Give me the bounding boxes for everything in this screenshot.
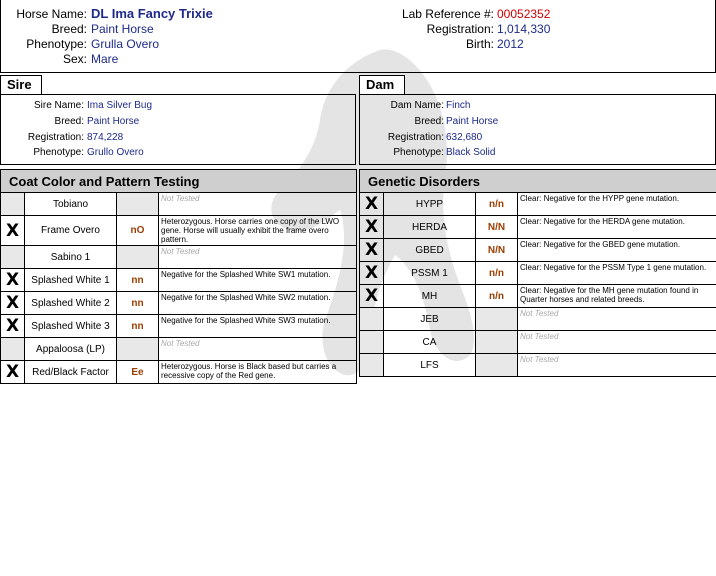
- result-description: Clear: Negative for the MH gene mutation found in Quarter horses and related breeds.: [518, 285, 716, 308]
- test-name: JEB: [384, 308, 476, 331]
- birth-label: Birth:: [465, 37, 494, 51]
- test-name: Frame Overo: [25, 216, 117, 246]
- genotype-result: N/N: [476, 239, 518, 262]
- sire-tab: Sire: [0, 75, 42, 94]
- dam-breed-value: Paint Horse: [446, 116, 499, 127]
- dam-line: [360, 99, 716, 113]
- genotype-result: n/n: [476, 262, 518, 285]
- sire-line: [1, 146, 357, 160]
- genotype-result: N/N: [476, 216, 518, 239]
- result-description: Heterozygous. Horse is Black based but carries a recessive copy of the Red gene.: [159, 361, 357, 384]
- result-description: Not Tested: [159, 193, 357, 216]
- coat-color-table: [0, 169, 357, 384]
- genotype-result: [476, 308, 518, 331]
- result-mark: X: [360, 193, 384, 216]
- sire-line: [1, 131, 357, 145]
- test-name: LFS: [384, 354, 476, 377]
- coat-color-rows: [1, 193, 357, 384]
- sire-breed-value: Paint Horse: [87, 116, 140, 127]
- test-name: GBED: [384, 239, 476, 262]
- test-name: Appaloosa (LP): [25, 338, 117, 361]
- sire-name-value: Ima Silver Bug: [87, 100, 153, 111]
- result-description: Clear: Negative for the PSSM Type 1 gene mutation.: [518, 262, 716, 285]
- genetic-disorders-table: [359, 169, 716, 377]
- result-mark: [1, 193, 25, 216]
- result-mark: X: [1, 216, 25, 246]
- dam-line: [360, 131, 716, 145]
- test-name: HERDA: [384, 216, 476, 239]
- result-description: Clear: Negative for the HYPP gene mutation.: [518, 193, 716, 216]
- test-name: Tobiano: [25, 193, 117, 216]
- test-name: PSSM 1: [384, 262, 476, 285]
- table-row: [360, 262, 716, 285]
- sire-line: [1, 99, 357, 113]
- result-description: Not Tested: [518, 331, 716, 354]
- result-mark: [1, 338, 25, 361]
- test-name: Splashed White 2: [25, 292, 117, 315]
- sire-registration-label: Registration:: [27, 132, 84, 143]
- genotype-result: Ee: [117, 361, 159, 384]
- table-row: [360, 216, 716, 239]
- genotype-result: [117, 246, 159, 269]
- test-name: HYPP: [384, 193, 476, 216]
- registration-value: 1,014,330: [497, 22, 551, 36]
- header-row: [1, 22, 301, 37]
- result-mark: [360, 331, 384, 354]
- horse-info-header: [0, 0, 716, 73]
- result-description: Negative for the Splashed White SW1 mutation.: [159, 269, 357, 292]
- result-mark: X: [360, 216, 384, 239]
- table-row: [360, 239, 716, 262]
- birth-value: 2012: [497, 37, 524, 51]
- sire-breed-label: Breed:: [54, 116, 84, 127]
- result-mark: X: [360, 262, 384, 285]
- sire-name-label: Sire Name:: [33, 100, 84, 111]
- breed-value: Paint Horse: [91, 22, 154, 36]
- phenotype-value: Grulla Overo: [91, 37, 160, 51]
- test-name: CA: [384, 331, 476, 354]
- dam-name-label: Dam Name:: [390, 100, 444, 111]
- table-row: [360, 308, 716, 331]
- genotype-result: [117, 193, 159, 216]
- result-description: Not Tested: [159, 338, 357, 361]
- breed-label: Breed:: [51, 22, 87, 36]
- result-mark: X: [360, 285, 384, 308]
- result-description: Not Tested: [159, 246, 357, 269]
- header-row: [1, 52, 301, 67]
- sire-panel: [0, 94, 356, 165]
- table-row: [1, 292, 357, 315]
- result-description: Negative for the Splashed White SW3 mutation.: [159, 315, 357, 338]
- test-name: Splashed White 3: [25, 315, 117, 338]
- dam-line: [360, 115, 716, 129]
- genotype-result: nO: [117, 216, 159, 246]
- test-name: Red/Black Factor: [25, 361, 117, 384]
- sire-line: [1, 115, 357, 129]
- result-mark: [1, 246, 25, 269]
- dam-phenotype-value: Black Solid: [446, 147, 496, 158]
- table-row: [360, 354, 716, 377]
- lab-reference-label: Lab Reference #:: [401, 7, 494, 21]
- result-mark: X: [1, 361, 25, 384]
- table-row: [1, 216, 357, 246]
- table-row: [1, 269, 357, 292]
- dam-breed-label: Breed:: [414, 116, 444, 127]
- test-name: Splashed White 1: [25, 269, 117, 292]
- genotype-result: nn: [117, 292, 159, 315]
- result-description: Clear: Negative for the HERDA gene mutation.: [518, 216, 716, 239]
- result-mark: X: [360, 239, 384, 262]
- genotype-result: n/n: [476, 193, 518, 216]
- table-row: [1, 315, 357, 338]
- header-row: [1, 37, 301, 52]
- table-row: [360, 193, 716, 216]
- genotype-result: n/n: [476, 285, 518, 308]
- sex-label: Sex:: [62, 52, 87, 66]
- sire-phenotype-label: Phenotype:: [33, 147, 84, 158]
- result-mark: [360, 354, 384, 377]
- header-row: [361, 37, 716, 52]
- sex-value: Mare: [91, 52, 119, 66]
- genotype-result: [476, 331, 518, 354]
- table-row: [1, 338, 357, 361]
- registration-label: Registration:: [426, 22, 494, 36]
- phenotype-label: Phenotype:: [26, 37, 87, 51]
- dam-name-value: Finch: [446, 100, 471, 111]
- sire-phenotype-value: Grullo Overo: [87, 147, 144, 158]
- header-row: [361, 7, 716, 22]
- table-row: [360, 285, 716, 308]
- dam-line: [360, 146, 716, 160]
- result-description: Clear: Negative for the GBED gene mutation.: [518, 239, 716, 262]
- result-description: Negative for the Splashed White SW2 mutation.: [159, 292, 357, 315]
- header-row: [361, 22, 716, 37]
- test-name: MH: [384, 285, 476, 308]
- genotype-result: nn: [117, 315, 159, 338]
- test-name: Sabino 1: [25, 246, 117, 269]
- table-row: [1, 193, 357, 216]
- result-mark: X: [1, 292, 25, 315]
- result-mark: X: [1, 315, 25, 338]
- result-description: Heterozygous. Horse carries one copy of the LWO gene. Horse will usually exhibit the frame overo pattern.: [159, 216, 357, 246]
- table-row: [1, 361, 357, 384]
- result-description: Not Tested: [518, 354, 716, 377]
- genotype-result: [117, 338, 159, 361]
- lab-reference-value: 00052352: [497, 7, 551, 21]
- dam-registration-value: 632,680: [446, 132, 483, 143]
- dam-tab: Dam: [359, 75, 405, 94]
- dam-panel: [359, 94, 716, 165]
- genetic-disorders-title: Genetic Disorders: [360, 170, 716, 193]
- result-mark: [360, 308, 384, 331]
- result-mark: X: [1, 269, 25, 292]
- horse-name-label: Horse Name:: [16, 7, 87, 21]
- table-row: [360, 331, 716, 354]
- header-row: [1, 7, 301, 22]
- dam-registration-label: Registration:: [387, 132, 444, 143]
- genotype-result: nn: [117, 269, 159, 292]
- coat-color-title: Coat Color and Pattern Testing: [1, 170, 357, 193]
- genetic-disorders-rows: [360, 193, 716, 377]
- table-row: [1, 246, 357, 269]
- genotype-result: [476, 354, 518, 377]
- result-description: Not Tested: [518, 308, 716, 331]
- sire-registration-value: 874,228: [87, 132, 124, 143]
- horse-name-value: DL Ima Fancy Trixie: [91, 6, 213, 21]
- dam-phenotype-label: Phenotype:: [393, 147, 444, 158]
